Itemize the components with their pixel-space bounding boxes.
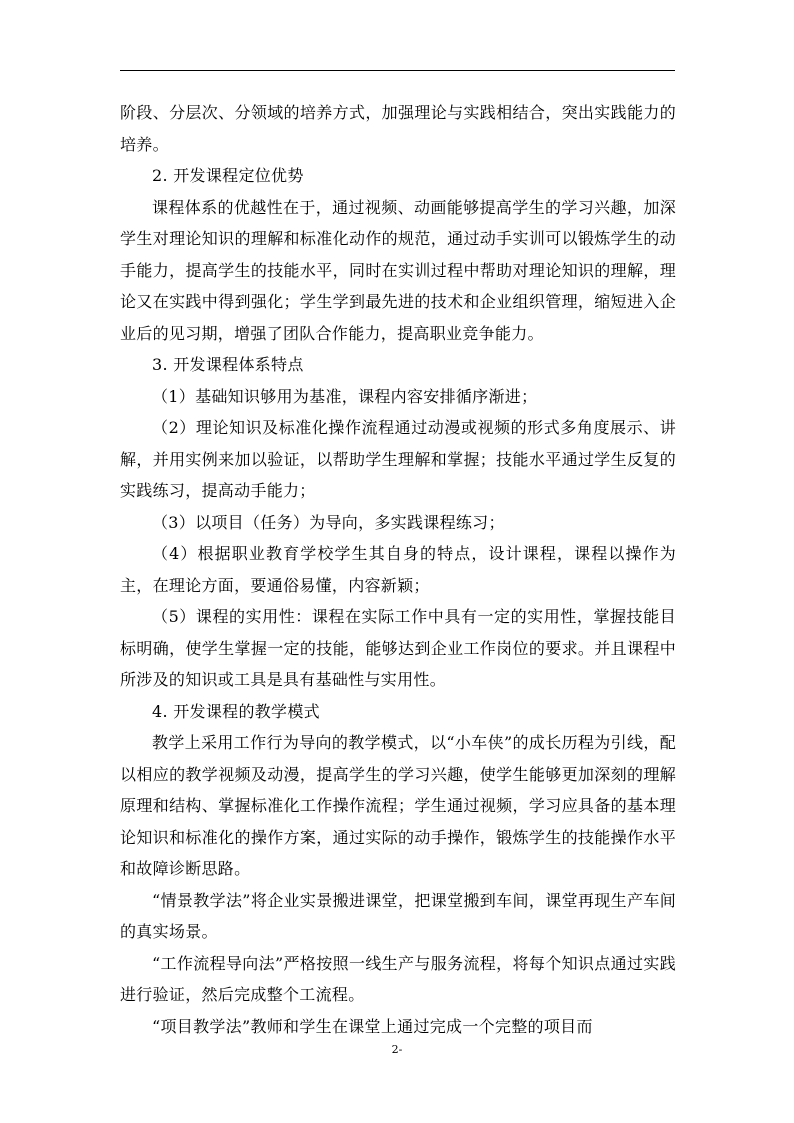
paragraph: （4）根据职业教育学校学生其自身的特点，设计课程，课程以操作为主，在理论方面，要通俗易懂，内容新颖；: [120, 544, 676, 595]
paragraph: 2. 开发课程定位优势: [152, 166, 304, 185]
paragraph: （1）基础知识够用为基准，课程内容安排循序渐进；: [152, 386, 538, 406]
paragraph: 3. 开发课程体系特点: [152, 355, 304, 374]
paragraph: 4. 开发课程的教学模式: [152, 701, 320, 721]
page-number: 2-: [391, 1043, 403, 1056]
paragraph: 课程体系的优越性在于，通过视频、动画能够提高学生的学习兴趣，加深学生对理论知识的理解和标准化动作的规范，通过动手实训可以锻炼学生的动手能力，提高学生的技能水平，同时在实训过程中帮助对理论知识的理解，理论又在实践中得到强化；学生学到最先进的技术和企业组织管理，缩短进入企业后的见习期，增强了团队合作能力，提高职业竞争能力。: [120, 197, 676, 343]
paragraph: （5）课程的实用性：课程在实际工作中具有一定的实用性，掌握技能目标明确，使学生掌握一定的技能，能够达到企业工作岗位的要求。并且课程中所涉及的知识或工具是具有基础性与实用性。: [120, 607, 676, 689]
paragraph: 阶段、分层次、分领域的培养方式，加强理论与实践相结合，突出实践能力的培养。: [120, 103, 676, 154]
paragraph: “项目教学法”教师和学生在课堂上通过完成一个完整的项目而: [152, 1016, 593, 1036]
body-text: [120, 97, 676, 1042]
paragraph: “情景教学法”将企业实景搬进课堂，把课堂搬到车间，课堂再现生产车间的真实场景。: [120, 890, 676, 941]
paragraph: （3）以项目（任务）为导向，多实践课程练习；: [152, 512, 505, 532]
paragraph: 教学上采用工作行为导向的教学模式，以“小车侠”的成长历程为引线，配以相应的教学视频及动漫，提高学生的学习兴趣，使学生能够更加深刻的理解原理和结构、掌握标准化工作操作流程；学生通过视频，学习应具备的基本理论知识和标准化的操作方案，通过实际的动手操作，锻炼学生的技能操作水平和故障诊断思路。: [120, 733, 676, 878]
paragraph: “工作流程导向法”严格按照一线生产与服务流程，将每个知识点通过实践进行验证，然后完成整个工流程。: [120, 953, 676, 1004]
paragraph: （2）理论知识及标准化操作流程通过动漫或视频的形式多角度展示、讲解，并用实例来加以验证，以帮助学生理解和掌握；技能水平通过学生反复的实践练习，提高动手能力；: [120, 418, 676, 500]
header-rule: [120, 70, 675, 71]
